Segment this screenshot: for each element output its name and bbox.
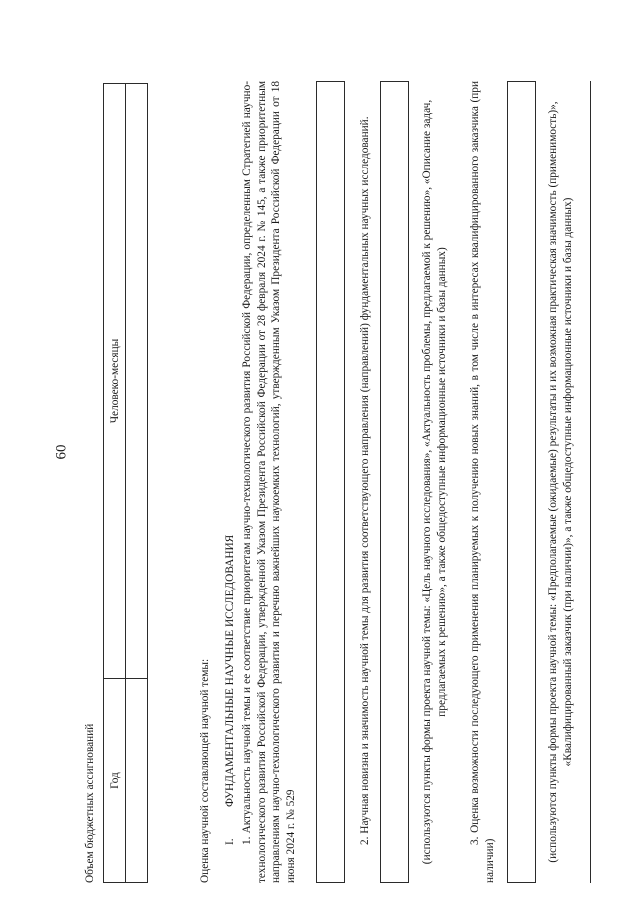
section-title: ФУНДАМЕНТАЛЬНЫЕ НАУЧНЫЕ ИССЛЕДОВАНИЯ: [224, 534, 236, 807]
rotated-page-content: [80, 58, 640, 893]
budget-table: [103, 83, 148, 883]
budget-caption: Объем бюджетных ассигнований: [84, 723, 96, 883]
item-2-text: 2. Научная новизна и значимость научной темы для развития соответствующего направления (направлений) фундаментальных научных исследований.: [359, 116, 371, 845]
section-number: I.: [224, 838, 236, 845]
item-3-text: 3. Оценка возможности последующего применения планируемых к получению новых знаний, в том числе в интересах квалифицированного заказчика (при наличии): [469, 81, 496, 883]
person-months-header: Человеко-месяцы: [104, 84, 126, 679]
year-header: Год: [104, 679, 126, 883]
item-3-note: (используются пункты формы проекта научной темы: «Предполагаемые (ожидаемые) результаты и их возможная практическая значимость (применимость)», «Квалифицированный заказчик (при наличии)», а также общедоступные информационные источники и базы данных): [547, 101, 574, 863]
assessment-title: Оценка научной составляющей научной темы:: [199, 658, 211, 883]
person-months-cell: [126, 84, 148, 679]
year-cell: [126, 679, 148, 883]
page-number: 60: [53, 444, 70, 460]
table-row: [104, 84, 126, 883]
item-2-note: (используются пункты формы проекта научной темы: «Цель научного исследования», «Актуальность проблемы, предлагаемой к решению», «Описание задач, предлагаемых к решению», а также общедоступные информационные источники и базы данных): [421, 99, 448, 865]
bottom-rule: [590, 81, 591, 883]
item-3-answer-box: [507, 81, 536, 883]
item-1-answer-box: [316, 81, 345, 883]
item-1-text: 1. Актуальность научной темы и ее соответствие приоритетам научно-технологического развития Российской Федерации, определенным Стратегией научно-технологического развития Российской Федерации, утвержденной Указом Президента Российской Федерации от 28 февраля 2024 г. № 145, а также приоритетным направлениям научно-технологического развития и перечню важнейших наукоемких технологий, утвержденным Указом Президента Российской Федерации от 18 июня 2024 г. № 529: [241, 81, 297, 883]
item-2-answer-box: [380, 81, 409, 883]
table-row: [126, 84, 148, 883]
